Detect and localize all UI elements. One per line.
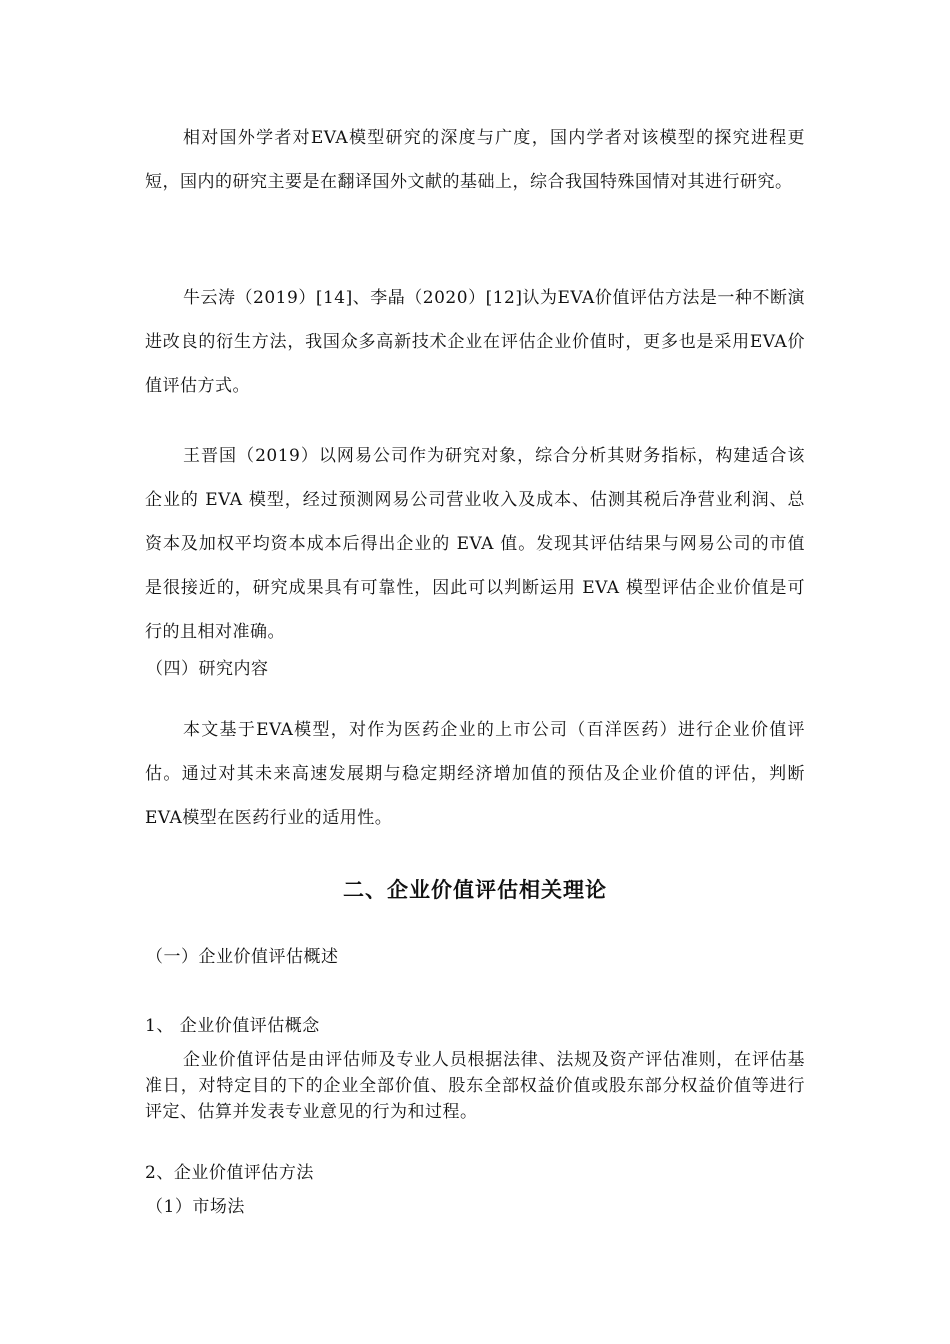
paragraph-study-scope: 本文基于EVA模型，对作为医药企业的上市公司（百洋医药）进行企业价值评估。通过对其未来高速发展期与稳定期经济增加值的预估及企业价值的评估，判断EVA模型在医药行业的适用性。 [145,720,805,828]
heading-research-content: （四）研究内容 [146,659,269,679]
heading-market-method: （1）市场法 [146,1197,245,1217]
chapter-title: 二、企业价值评估相关理论 [343,878,607,902]
heading-methods: 2、企业价值评估方法 [145,1163,314,1183]
heading-overview: （一）企业价值评估概述 [146,947,339,967]
paragraph-concept-definition: 企业价值评估是由评估师及专业人员根据法律、法规及资产评估准则，在评估基准日，对特定目的下的企业全部价值、股东全部权益价值或股东部分权益价值等进行评定、估算并发表专业意见的行为和过程。 [145,1050,805,1122]
heading-concept: 1、 企业价值评估概念 [145,1016,320,1036]
paragraph-wang-research: 王晋国（2019）以网易公司作为研究对象，综合分析其财务指标，构建适合该企业的 EVA 模型，经过预测网易公司营业收入及成本、估测其税后净营业利润、总资本及加权平均资本成本后得出企业的 EVA 值。发现其评估结果与网易公司的市值是很接近的，研究成果具有可靠性，因此可以判断运用 EVA 模型评估企业价值是可行的且相对准确。 [145,446,805,642]
paragraph-niu-li-research: 牛云涛（2019）[14]、李晶（2020）[12]认为EVA价值评估方法是一种不断演进改良的衍生方法，我国众多高新技术企业在评估企业价值时，更多也是采用EVA价值评估方式。 [145,288,805,396]
paragraph-domestic-research: 相对国外学者对EVA模型研究的深度与广度，国内学者对该模型的探究进程更短，国内的研究主要是在翻译国外文献的基础上，综合我国特殊国情对其进行研究。 [145,128,805,192]
